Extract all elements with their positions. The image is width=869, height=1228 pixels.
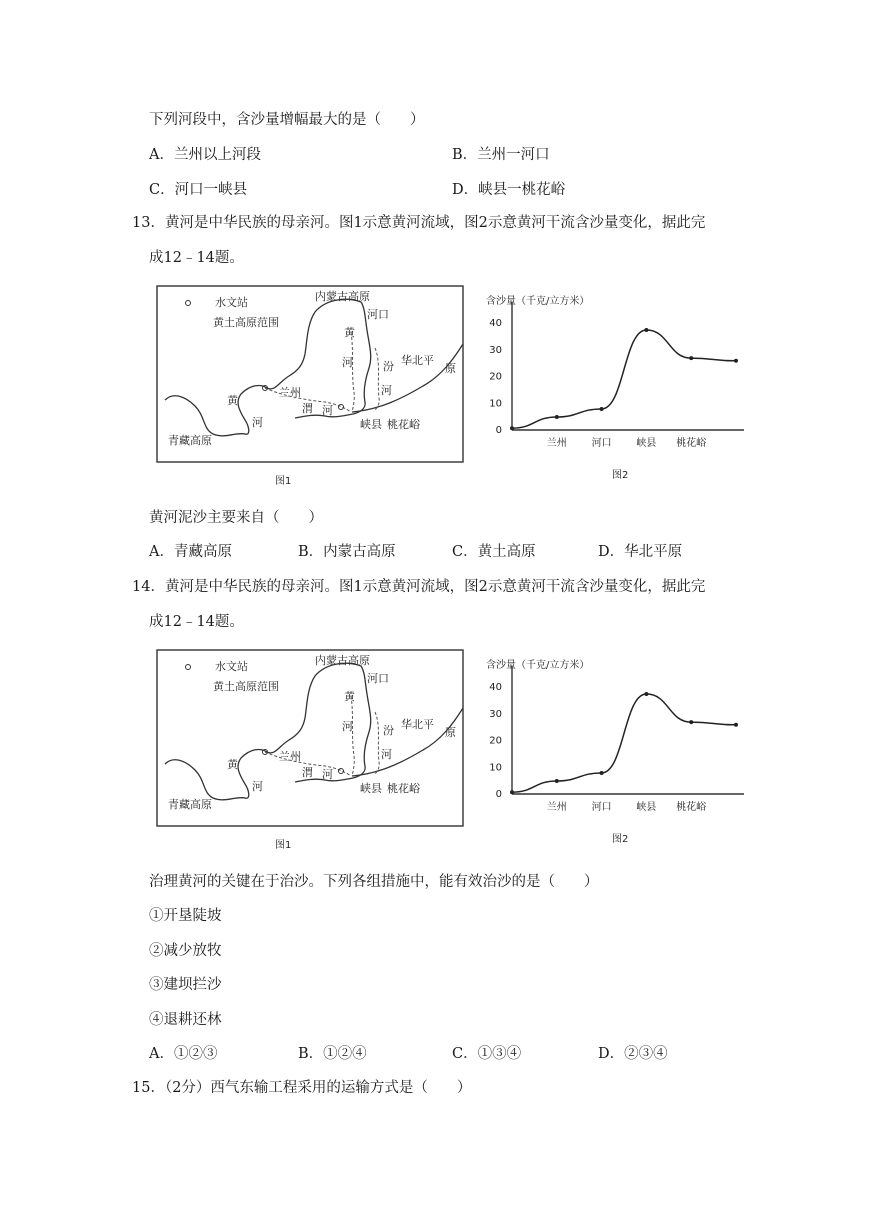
station-icon (186, 665, 191, 670)
y-tick-label: 30 (489, 708, 502, 720)
loess-plateau-boundary (351, 696, 354, 776)
figure-1-map (155, 284, 467, 492)
q14-item-2: ②减少放牧 (149, 943, 222, 959)
data-point (510, 790, 514, 794)
legend-station-label: 水文站 (215, 296, 248, 309)
label-taohuayu: 桃花峪 (387, 418, 420, 431)
q12-option-a: A．兰州以上河段 (149, 147, 261, 163)
label-huabei: 华北平 (401, 354, 434, 367)
label-yuan: 原 (445, 362, 456, 375)
fen-river-line (375, 712, 379, 774)
y-tick-label: 20 (489, 371, 502, 383)
data-point (644, 328, 648, 332)
data-point (689, 720, 693, 724)
y-tick-label: 40 (489, 318, 502, 329)
sediment-line (512, 694, 736, 792)
y-tick-label: 40 (489, 682, 502, 693)
label-he-wei: 河 (322, 404, 333, 417)
q14-item-4: ④退耕还林 (149, 1012, 222, 1028)
q13-intro-line1: 13．黄河是中华民族的母亲河。图1示意黄河流域，图2示意黄河干流含沙量变化，据此完 (132, 215, 706, 231)
y-tick-label: 0 (495, 425, 502, 436)
q12-option-d: D．峡县一桃花峪 (452, 182, 566, 198)
label-yuan: 原 (445, 726, 456, 739)
legend-loess-label: 黄土高原范围 (213, 316, 279, 329)
data-point (555, 415, 559, 419)
y-tick-label: 0 (495, 789, 502, 800)
q12-option-b: B．兰州一河口 (452, 147, 550, 163)
label-wei: 渭 (302, 402, 313, 415)
label-xiaxian: 峡县 (360, 418, 382, 431)
label-xiaxian: 峡县 (360, 782, 382, 795)
label-lanzhou: 兰州 (279, 750, 301, 763)
y-tick-label: 30 (489, 344, 502, 356)
label-huabei: 华北平 (401, 718, 434, 731)
label-hekou: 河口 (367, 308, 389, 321)
label-qinghai: 青藏高原 (168, 798, 212, 811)
label-fen: 汾 (383, 724, 394, 737)
y-tick-label: 10 (489, 398, 502, 410)
y-tick-label: 10 (489, 762, 502, 774)
loess-plateau-boundary (351, 332, 354, 412)
q12-option-c: C．河口一峡县 (149, 182, 248, 198)
figure-2-caption: 图2 (612, 470, 629, 481)
data-point (555, 779, 559, 783)
q14-option-a: A．①②③ (149, 1046, 218, 1062)
label-fen: 汾 (383, 360, 394, 373)
q14-intro-line1: 14．黄河是中华民族的母亲河。图1示意黄河流域，图2示意黄河干流含沙量变化，据此完 (132, 579, 706, 595)
label-he-fen: 河 (381, 384, 392, 397)
station-icon (186, 301, 191, 306)
x-tick-label: 河口 (591, 802, 612, 813)
label-taohuayu: 桃花峪 (387, 782, 420, 795)
figure-2-caption: 图2 (612, 834, 629, 845)
label-wei: 渭 (302, 766, 313, 779)
chart-title: 含沙量（千克/立方米） (486, 296, 590, 307)
label-huang-north: 黄 (344, 690, 355, 703)
x-tick-label: 峡县 (636, 438, 657, 449)
q14-intro-line2: 成12﹣14题。 (149, 614, 244, 630)
data-point (600, 771, 604, 775)
label-he-north: 河 (342, 356, 353, 369)
label-qinghai: 青藏高原 (168, 434, 212, 447)
q13-option-b: B．内蒙古高原 (298, 544, 396, 560)
x-tick-label: 桃花峪 (676, 802, 707, 813)
legend-loess-label: 黄土高原范围 (213, 680, 279, 693)
label-he-west: 河 (252, 780, 263, 793)
q13-stem: 黄河泥沙主要来自（ ） (149, 510, 323, 526)
label-he-wei: 河 (322, 768, 333, 781)
q14-item-1: ①开垦陡坡 (149, 908, 222, 924)
data-point (644, 692, 648, 696)
figure-1-map-repeat (155, 648, 467, 856)
q14-item-3: ③建坝拦沙 (149, 977, 222, 993)
data-point (734, 723, 738, 727)
x-tick-label: 兰州 (546, 438, 567, 449)
label-inner-mongolia: 内蒙古高原 (315, 654, 370, 667)
q14-option-c: C．①③④ (452, 1046, 522, 1062)
q14-stem: 治理黄河的关键在于治沙。下列各组措施中，能有效治沙的是（ ） (149, 874, 599, 890)
label-huang-west: 黄 (227, 394, 238, 407)
q14-option-b: B．①②④ (298, 1046, 367, 1062)
legend-station-label: 水文站 (215, 660, 248, 673)
label-he-fen: 河 (381, 748, 392, 761)
x-tick-label: 兰州 (546, 802, 567, 813)
figure-1-caption: 图1 (275, 840, 292, 851)
q14-option-d: D．②③④ (598, 1046, 668, 1062)
data-point (689, 356, 693, 360)
q12-stem: 下列河段中，含沙量增幅最大的是（ ） (149, 112, 425, 128)
label-inner-mongolia: 内蒙古高原 (315, 290, 370, 303)
fen-river-line (375, 348, 379, 410)
label-huang-north: 黄 (344, 326, 355, 339)
figure-2-chart (478, 288, 748, 484)
q13-intro-line2: 成12﹣14题。 (149, 250, 244, 266)
x-tick-label: 桃花峪 (676, 438, 707, 449)
q13-option-a: A．青藏高原 (149, 544, 232, 560)
label-hekou: 河口 (367, 672, 389, 685)
x-tick-label: 峡县 (636, 802, 657, 813)
label-huang-west: 黄 (227, 758, 238, 771)
figure-2-chart-repeat (478, 652, 748, 848)
data-point (510, 426, 514, 430)
chart-title: 含沙量（千克/立方米） (486, 660, 590, 671)
label-he-west: 河 (252, 416, 263, 429)
label-lanzhou: 兰州 (279, 386, 301, 399)
q13-option-d: D．华北平原 (598, 544, 683, 560)
data-point (600, 407, 604, 411)
data-point (734, 359, 738, 363)
q15-stem: 15．（2分）西气东输工程采用的运输方式是（ ） (132, 1080, 472, 1096)
q13-option-c: C．黄土高原 (452, 544, 536, 560)
figure-1-caption: 图1 (275, 476, 292, 487)
y-tick-label: 20 (489, 735, 502, 747)
sediment-line (512, 330, 736, 428)
x-tick-label: 河口 (591, 438, 612, 449)
label-he-north: 河 (342, 720, 353, 733)
